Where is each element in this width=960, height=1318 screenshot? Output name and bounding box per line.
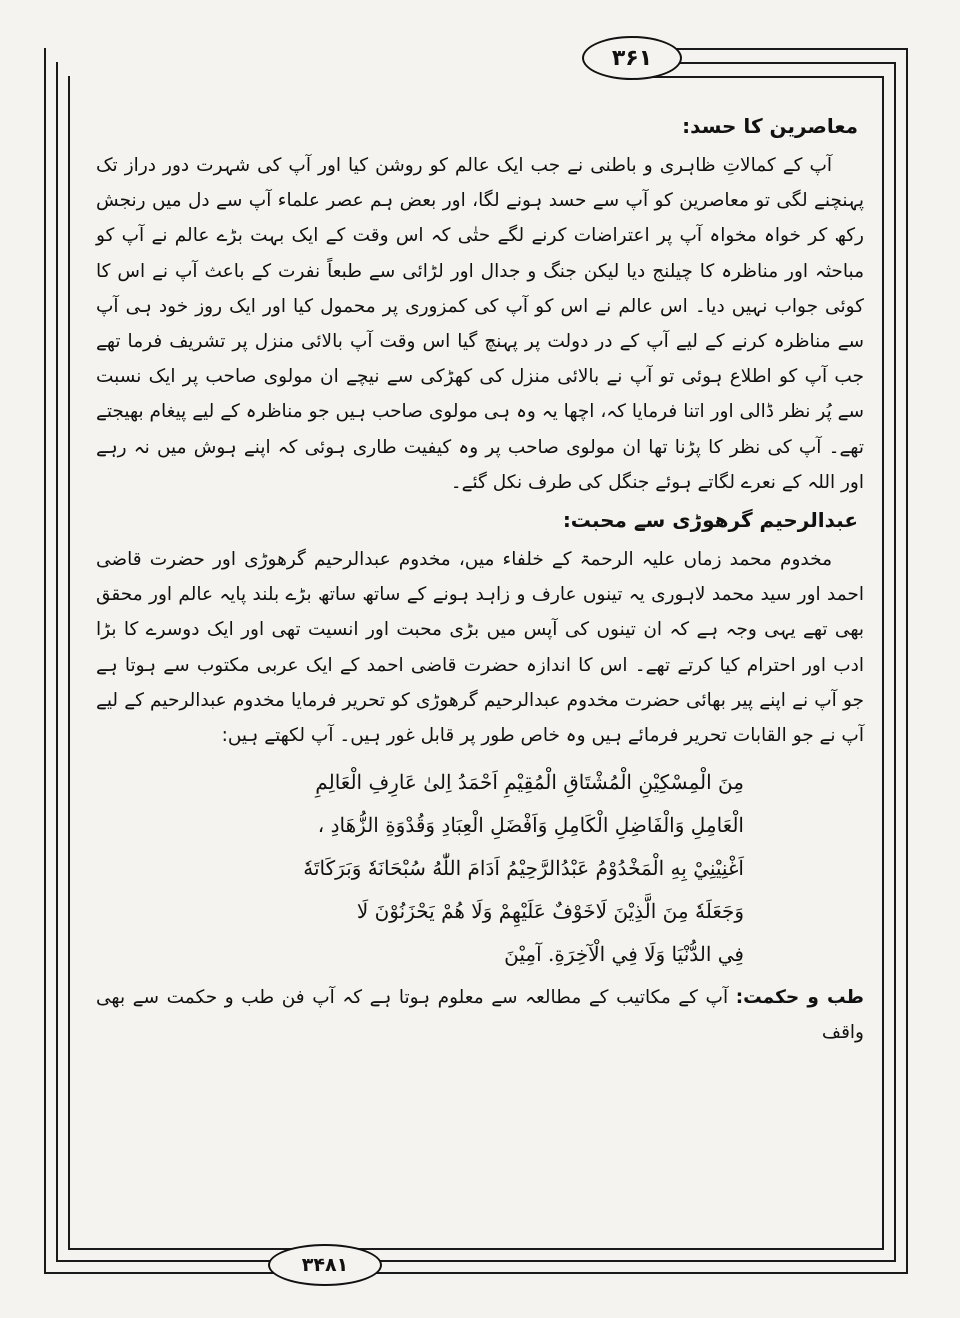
arabic-line: وَجَعَلَهٗ مِنَ الَّذِيْنَ لَاخَوْفٌ عَلَيْهِمْ وَلَا هُمْ يَحْزَنُوْنَ لَا [356,899,744,924]
page-number-bottom: ۳۴۸۱ [268,1244,382,1286]
page-body [96,106,864,1051]
arabic-quote [96,761,744,976]
paragraph-rivals: آپ کے کمالاتِ ظاہری و باطنی نے جب ایک عالم کو روشن کیا اور آپ کی شہرت دور دراز تک پہنچنے لگی تو معاصرین کو آپ سے حسد ہونے لگا، اور بعض ہم عصر علماء آپ سے دل میں رنجش رکھ کر خواہ مخواہ آپ پر اعتراضات کرنے لگے حتٰی کہ اس وقت کے ایک بہت بڑے عالم نے آپ کو مباحثہ اور مناظرہ کا چیلنج دیا لیکن جنگ و جدال اور لڑائی سے طبعاً نفرت کے باعث آپ نے اس کا کوئی جواب نہیں دیا۔ اس عالم نے اس کو آپ کی کمزوری پر محمول کیا اور ایک روز خود ہی آپ سے مناظرہ کرنے کے لیے آپ کے در دولت پر پہنچ گیا اس وقت آپ بالائی منزل پر تشریف فرما تھے جب آپ کو اطلاع ہوئی تو آپ نے بالائی منزل کی کھڑکی سے نیچے ان مولوی صاحب پر ایک نسبت سے پُر نظر ڈالی اور اتنا فرمایا کہ، اچھا یہ وہ ہی مولوی صاحب ہیں جو مناظرہ کے لیے پیغام بھیجتے تھے۔ آپ کی نظر کا پڑنا تھا ان مولوی صاحب پر وہ کیفیت طاری ہوئی کہ اپنے ہوش میں نہ رہے اور اللہ کے نعرے لگاتے ہوئے جنگل کی طرف نکل گئے۔ [96,155,864,493]
arabic-line: الْعَامِلِ وَالْفَاضِلِ الْكَامِلِ وَاَفْضَلِ الْعِبَادِ وَقُدْوَةِ الزُّهَادِ ، [317,813,744,838]
medicine-text: آپ کے مکاتیب کے مطالعہ سے معلوم ہوتا ہے کہ آپ فن طب و حکمت سے بھی واقف [96,987,864,1044]
page-number-top: ۳۶۱ [582,36,682,80]
top-rule-3 [625,76,884,78]
arabic-line: فِي الدُّنْيَا وَلَا فِي الْآخِرَةِ. آمِيْنَ [504,942,744,967]
section-heading-love: عبدالرحیم گرھوڑی سے محبت: [562,508,858,533]
section-heading-medicine: طب و حکمت: [735,987,864,1009]
section-heading-rivals: معاصرین کا حسد: [682,114,858,138]
paragraph-medicine [96,980,864,1050]
arabic-line: اَغْنِيْنِيْ بِهِ الْمَخْدُوْمُ عَبْدُالرَّحِيْمُ اَدَامَ اللّٰهُ سُبْحَانَهٗ وَبَرَكَاتَهٗ [303,856,744,881]
arabic-line: مِنَ الْمِسْكِيْنِ الْمُشْتَاقِ الْمُقِيْمِ اَحْمَدُ اِلىٰ عَارِفِ الْعَالِمِ [315,770,744,795]
paragraph-love: مخدوم محمد زماں علیہ الرحمۃ کے خلفاء میں، مخدوم عبدالرحیم گرھوڑی اور حضرت قاضی احمد اور سید محمد لاہوری یہ تینوں عارف و زاہد ہونے کے ساتھ ساتھ بڑے بلند پایہ عالم اور محقق بھی تھے یہی وجہ ہے کہ ان تینوں کی آپس میں بڑی محبت اور انسیت تھی اور ایک دوسرے کا بڑا ادب اور احترام کیا کرتے تھے۔ اس کا اندازہ حضرت قاضی احمد کے ایک عربی مکتوب سے ہوتا ہے جو آپ نے اپنے پیر بھائی حضرت مخدوم عبدالرحیم گرھوڑی کو تحریر فرمایا مخدوم عبدالرحیم کے لیے آپ نے جو القابات تحریر فرمائے ہیں وہ خاص طور پر قابل غور ہیں۔ آپ لکھتے ہیں: [96,549,864,747]
